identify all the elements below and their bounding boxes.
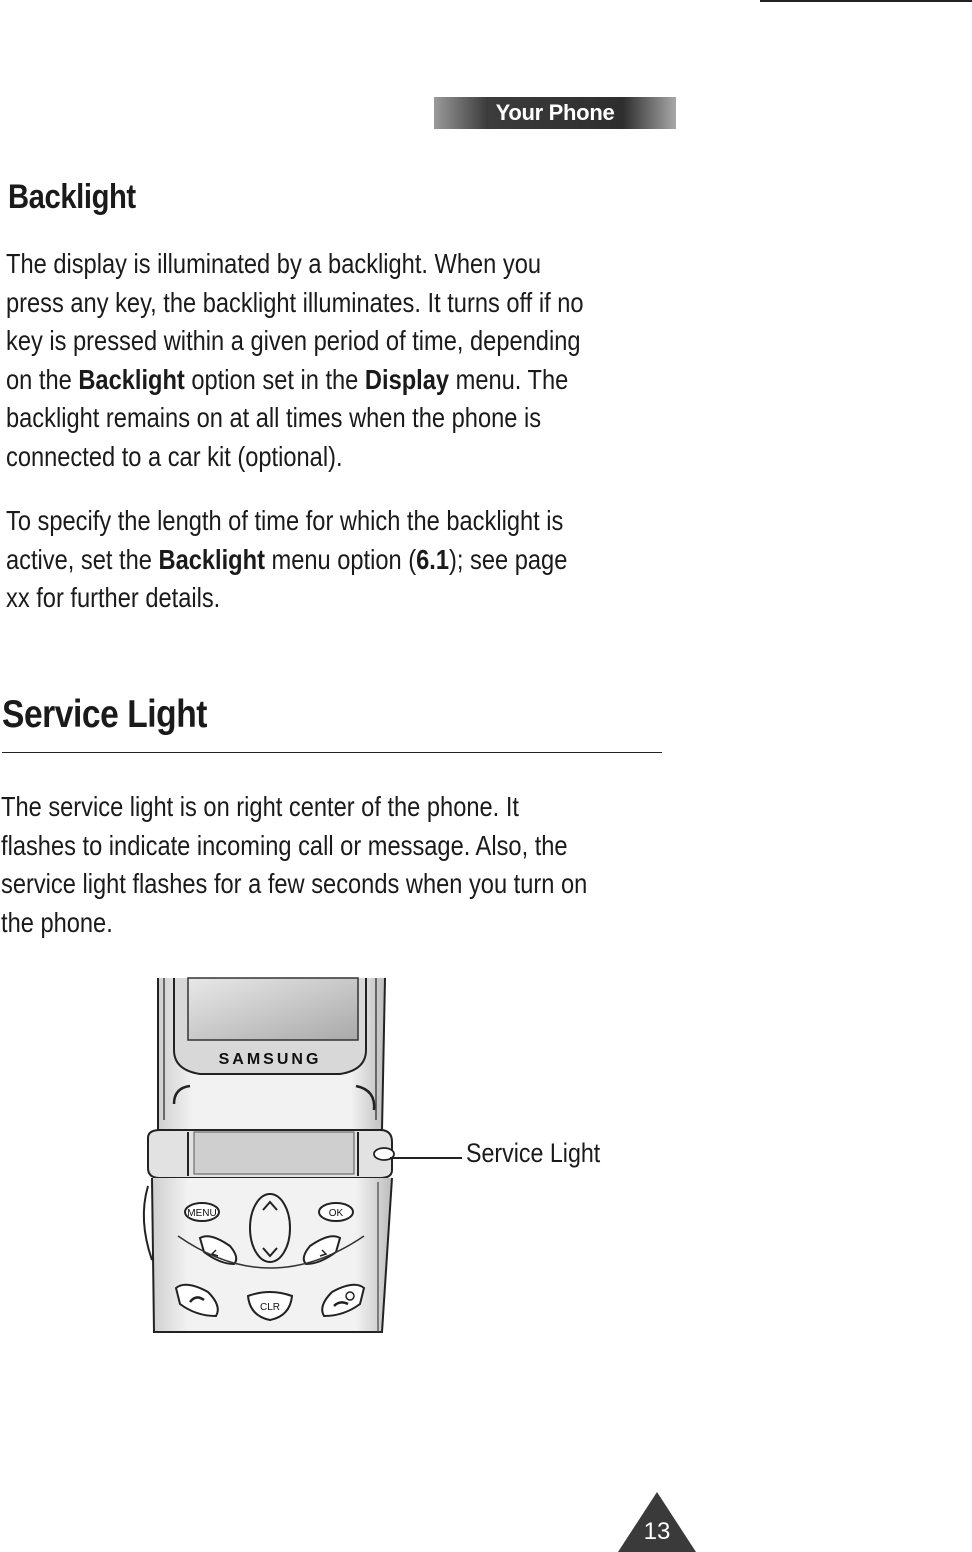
text-line: flashes to indicate incoming call or message. Also, the [1,829,568,861]
text-line: service light flashes for a few seconds when you turn on [1,868,588,899]
service-light-callout: Service Light [466,1138,601,1168]
bold-term: Display [364,363,450,395]
section-tab [434,97,676,129]
section-tab-label: Your Phone [495,100,615,125]
text-line: To specify the length of time for which the backlight is [6,505,564,536]
menu-key [185,1203,219,1221]
text-line [6,361,584,400]
svg-text:OK: OK [328,1208,344,1219]
text-run: ); see page [449,543,568,575]
top-edge-rule [760,0,972,2]
phone-illustration [130,970,400,1340]
text-line: key is pressed within a given period of time, depending [6,325,581,356]
text-line: press any key, the backlight illuminates. It turns off if no [6,286,584,318]
brand-logo: SAMSUNG [218,1051,322,1068]
text-run: menu. The [449,363,569,395]
callout-leader-line [390,1157,462,1159]
service-light-heading: Service Light [2,693,208,736]
svg-text:CLR: CLR [259,1302,281,1313]
text-run: menu option ( [264,543,417,575]
text-line: connected to a car kit (optional). [6,440,343,472]
section-divider [2,752,662,753]
bold-term: 6.1 [416,543,450,575]
backlight-paragraph-1 [6,245,584,476]
bold-term: Backlight [78,363,185,395]
text-run: active, set the [6,543,159,575]
svg-text:MENU: MENU [187,1208,217,1219]
text-line [6,541,567,580]
text-line: the phone. [1,906,113,938]
text-line: The service light is on right center of the phone. It [1,791,519,822]
navigation-key [250,1194,290,1262]
backlight-paragraph-2 [6,502,567,618]
backlight-heading: Backlight [8,178,136,216]
service-light-paragraph [1,788,587,942]
text-run: option set in the [184,363,365,395]
text-line: xx for further details. [6,582,221,613]
text-line: backlight remains on at all times when the phone is [6,402,542,433]
ok-key [319,1203,353,1221]
bold-term: Backlight [158,543,265,575]
text-run: on the [6,363,79,395]
page-number: 13 [643,1518,671,1545]
text-line: The display is illuminated by a backlight. When you [6,248,542,279]
